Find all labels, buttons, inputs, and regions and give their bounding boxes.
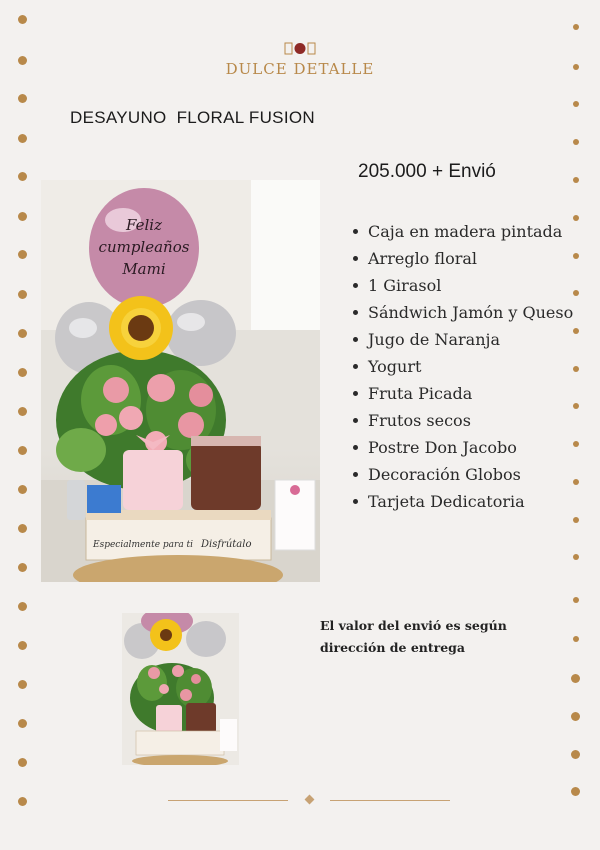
brand-name: DULCE DETALLE — [225, 60, 375, 78]
shipping-note-line-2: dirección de entrega — [320, 640, 466, 655]
sunflower-icon — [109, 296, 173, 360]
features-list — [350, 218, 580, 515]
product-title: DESAYUNO FLORAL FUSION — [70, 108, 315, 127]
feature-item: Tarjeta Dedicatoria — [350, 488, 580, 515]
box-text-left: Especialmente para ti — [93, 540, 194, 550]
box-text-right: Disfrútalo — [201, 539, 252, 550]
feature-item: Jugo de Naranja — [350, 326, 580, 353]
brand-logo — [0, 40, 600, 78]
feature-item: 1 Girasol — [350, 272, 580, 299]
shipping-note-line-1: El valor del envió es según — [320, 618, 507, 633]
feature-item: Sándwich Jamón y Queso — [350, 299, 580, 326]
balloon-text-2: cumpleaños — [98, 238, 190, 256]
feature-item: Fruta Picada — [350, 380, 580, 407]
product-price: 205.000 + Envió — [358, 161, 496, 182]
logo-mark-icon — [283, 40, 317, 56]
left-dot-border — [18, 0, 28, 850]
footer-diamond-icon — [305, 795, 315, 805]
feature-item: Frutos secos — [350, 407, 580, 434]
footer-divider-right — [330, 800, 450, 801]
feature-item: Decoración Globos — [350, 461, 580, 488]
shipping-note — [320, 615, 540, 659]
feature-item: Yogurt — [350, 353, 580, 380]
feature-item: Postre Don Jacobo — [350, 434, 580, 461]
product-thumbnail — [122, 613, 239, 765]
balloon-text-3: Mami — [122, 260, 166, 278]
feature-item: Arreglo floral — [350, 245, 580, 272]
feature-item: Caja en madera pintada — [350, 218, 580, 245]
product-photo — [41, 180, 320, 582]
balloon-text-1: Feliz — [126, 216, 162, 234]
footer-divider-left — [168, 800, 288, 801]
